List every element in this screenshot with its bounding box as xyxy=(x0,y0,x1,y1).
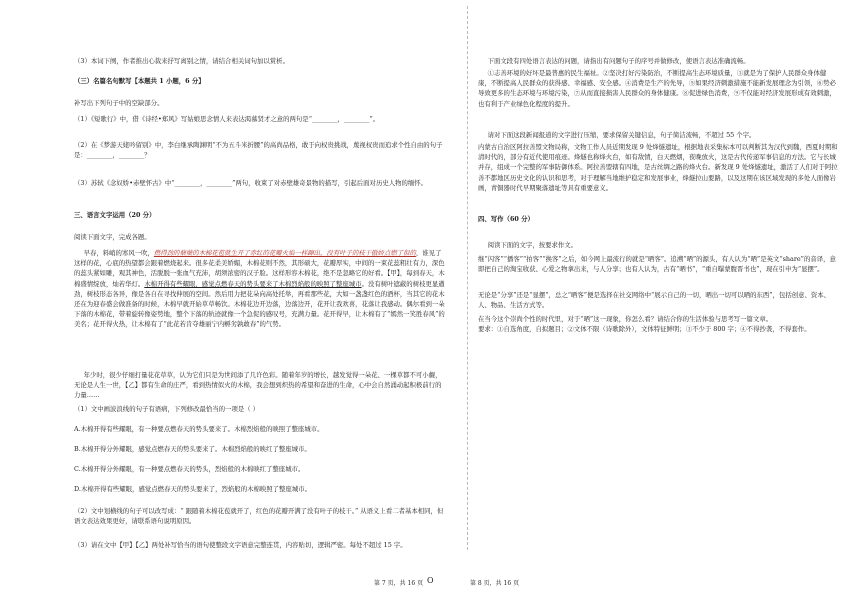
question-intro: （3）本词下阕，作者推出心裁来抒写离别之情，请结合相关词句加以赏析。 xyxy=(74,57,289,65)
wavy-underlined-sentence: 燃得劲的蘖蘖的木棉花苞就生开了赤红的花瓣火焰一样蹿出，没有叶子的枝干傲娇点燃了似的 xyxy=(153,249,416,257)
binding-circle-mark: O xyxy=(427,576,434,585)
passage-paragraph-1 xyxy=(74,248,446,330)
news-paragraph: 内蒙古自治区阿拉善盟文物局称，文物工作人员近期发现 9 处烽燧遗址，根据地表采集标本可以判断其为汉代到魏，西夏时期和清时代的，部分有近代使用痕迹。烽燧也称烽火台，如有敌情，白天燃烟，夜晚放火，这是古代传递军事信息的方法。它与长城并存，组成一个完整的军事防御体系。阿拉善盟辖有四地，是古丝绸之路的烽火台。新发现 9 处烽燧遗址，激活了人们对于阿拉善不都地区历史文化的认识和思考，对于理解当地维护稳定和发展事业，烽燧拉山要路，以及这期在该区域发现的多处人面像岩画，青铜器时代早期聚落遗址等具有重要意义。 xyxy=(478,143,838,192)
passage-lead: 早春，料峭的寒风一吹， xyxy=(83,249,154,257)
writing-requirements: 要求：①自选角度，自拟题目；②文体不限（诗歌除外），文体特征鲜明；③不少于 800 字；④不得抄袭，不得套作。 xyxy=(478,325,811,333)
option-c: C.木棉开得分外耀眼，有一种要点燃春天的势头，烈焰般的木棉映红了整座城市。 xyxy=(74,465,305,473)
left-page-number: 第 7 页，共 16 页 xyxy=(374,580,424,587)
question-1: （1）文中画波浪线的句子有语病，下列修改最恰当的一项是（ ） xyxy=(74,405,260,413)
revision-paragraph: ①志善环境的好坏是最普惠的民生福祉。②坚决打好污染防治，不断提高生态环境质量，③就是为了保护人民群众身体健康，不断提高人民群众的获得感、幸福感、安全感。④消费是生产的先导，⑤如果经济刺激措施不能新发展理念为引领，⑥势必导致更多的生态环境与环境污染，⑦从而直接损害人民群众的身体健康。⑧促进绿色消费，⑨不仅能对经济发展形成有效刺激，也有利于产业绿色化程度的提升。 xyxy=(478,69,836,108)
question-2: （2）文中划横线的句子可以改写成：“ 跟随着木棉花苞就开了，红色的花瓣开满了没有叶子的枝干。” 从语义上看二者基本相同，但语文表达效果更好，请联系语句说明原因。 xyxy=(74,507,444,526)
passage-paragraph-2: 年少时，很少仔细打量花花草草，认为它们只是为世间添了几许色彩。随着年岁的增长，越发觉得一朵花、一棵草都不可小觑，无论是人生一世，【乙】都有生命的庄严，看到热情似火的木棉，我会想到炽热的希望和奋进的生命，心中会自然涌动起积极前行的力量…… xyxy=(74,371,442,400)
option-a: A.木棉开得有些耀眼，有一种要点燃春天的势头要来了。木棉烈焰般的映照了整座城市。 xyxy=(74,425,324,433)
reading-instruction: 阅读下面文字，完成各题。 xyxy=(74,233,151,241)
passage-continuation: 。没有树叶遮蔽的树枝更显遒劲，树枝形态各异，像是各自在寻找伸展的空间。然后用力把花朵向高处托举，再看那些花，大如一盏盏红色的酒杯，当其它的花木还在为迎春盛会做准备的时候，木棉早就开始草草畅饮。木棉花边开边落，边落边开，花开让我欢喜，花落让我感动。偶尔看到一朵下落的木棉花，带着旋转像姿势地，整个下落的轨迹就像一个急促的感叹号，充满力量。花开得早，让木棉有了“嫣然一笑胜春风”的美名；花开得火热，让木棉有了“此花若肯夺雄丽宁内孵劣孰敢春”的气势。 xyxy=(74,279,445,329)
right-page-number: 第 8 页，共 16 页 xyxy=(470,580,520,587)
option-b: B.木棉开得分外耀眼，感觉点燃春天的势头要来了。木棉烈焰般的映红了整座城市。 xyxy=(74,445,311,453)
recitation-q1: （1）《短歌行》中，借《诗经•郑风》写姑娘思念情人来表达渴慕贤才之意的两句是“________，________”。 xyxy=(74,115,380,123)
underlined-sentence: 木棉开得有些耀眼，感觉点燃春天的势头要来了木棉烈焰般的映照了整座城市 xyxy=(144,279,362,288)
recitation-instruction: 补写出下列句子中的空缺部分。 xyxy=(74,99,164,107)
writing-paragraph-2: 无论是“分享”还是“显摆”，总之“晒客”便是选择在社交网络中“展示自己的一切，晒出一切可以晒的东西”，包括创意、资本、人、物品、生活方式等。 xyxy=(478,291,831,310)
compression-instruction: 请对下面这段新闻报道的文字进行压缩，要求保留关键信息，句子简洁流畅，不超过 55 个字。 xyxy=(487,131,756,139)
section-writing-title: 四、写作（60 分） xyxy=(478,215,534,223)
writing-instruction: 阅读下面的文字，按要求作文。 xyxy=(487,241,578,249)
recitation-q2: （2）在《梦游天姥吟留别》中，李白继承陶渊明“不为五斗米折腰”的高尚品格，敢于向权贵挑战，蔑视权贵而追求个性自由的句子是：________，________？ xyxy=(74,141,443,160)
writing-paragraph-3: 在当今这个崇尚个性的时代里，对于“晒”这一现象，你怎么看？请结合你的生活体验与思考写一篇文章。 xyxy=(478,315,773,323)
recitation-q3: （3）苏轼《念奴娇•赤壁怀古》中“________，________”两句，收束了对赤壁雄奇景物的描写，引起后面对历史人物的缅怀。 xyxy=(74,179,428,187)
section-language-title: 三、语言文字运用（20 分） xyxy=(74,211,156,219)
option-d: D.木棉开得有些耀眼，感觉点燃春天的势头要来了，烈焰般的木棉映照了整座城市。 xyxy=(74,485,311,493)
section-recitation-title: （三）名篇名句默写【本题共 1 小题，6 分】 xyxy=(74,77,205,85)
passage-body: ，谁见了这样的花，心底的热望都会跟着燃烧起来。很多花柔美娇媚，木棉花则不然，其形硕大，花瓣厚实，中间的一束花蕊粗壮有力，深色的蕊头紧如雕，观其神色，活脱脱一张血气充沛，胡须浓密的汉子脸。这样形容木棉花，绝不是忽略它的好看。【甲】，每到春天，木棉盛情绽放，灿若华灯。 xyxy=(74,249,445,288)
writing-paragraph-1: 继“闪客”“播客”“拍客”“换客”之后，如今网上最流行的就是“晒客”。追溯“晒”的源头，有人认为“晒”是英文“share”的音译，意即把自己的淘宝收获、心爱之物拿出来，与人分享；也有人认为，古有“晒书”，“重自曝蒙腹晋书也”，现在引申为“显摆”。 xyxy=(478,255,836,274)
question-3: （3）请在文中【甲】【乙】两处补写恰当的语句使整段文字语意完整连贯，内容贴切，逻辑严密。每处不超过 15 字。 xyxy=(74,541,407,549)
revision-instruction: 下面文段有四处语言表达的问题，请指出有问题句子的序号并做修改，使语言表达准确流畅。 xyxy=(487,57,750,65)
page-divider xyxy=(467,6,468,550)
